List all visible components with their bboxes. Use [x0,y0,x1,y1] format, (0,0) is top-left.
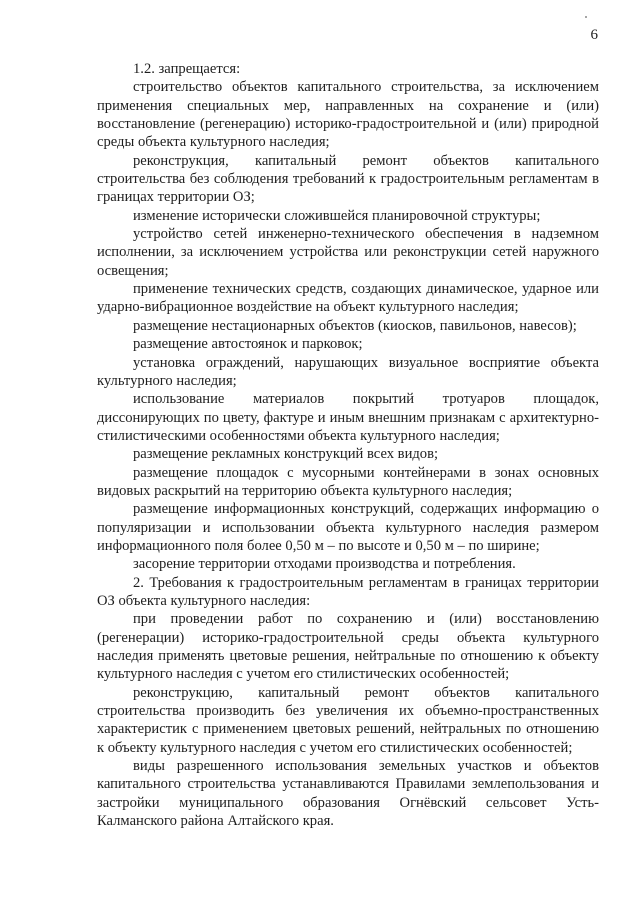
paragraph: устройство сетей инженерно-технического обеспечения в надземном исполнении, за исключением устройства или реконструкции сетей наружного освещения; [97,226,599,279]
paragraph: засорение территории отходами производства и потребления. [133,556,516,573]
paragraph: виды разрешенного использования земельных участков и объектов капитального строительства устанавливаются Правилами землепользования и застройки муниципального образования Огнёвский сельсовет Усть-Калманского района Алтайского края. [97,758,599,830]
page-number: 6 [590,27,598,43]
document-body [97,60,599,830]
paragraph: размещение рекламных конструкций всех видов; [133,446,439,463]
paragraph: 1.2. запрещается: [133,61,241,77]
paragraph: при проведении работ по сохранению и (или) восстановлению (регенерации) историко-градостроительной среды объекта культурного наследия применять цветовые решения, нейтральные по отношению к объекту культурного наследия с учетом его стилистических особенностей; [97,611,599,683]
paragraph: применение технических средств, создающих динамическое, ударное или ударно-вибрационное воздействие на объект культурного наследия; [97,281,599,316]
paragraph: реконструкция, капитальный ремонт объектов капитального строительства без соблюдения требований к градостроительным регламентам в границах территории ОЗ; [97,152,599,206]
paragraph: размещение нестационарных объектов (киосков, павильонов, навесов); [133,317,577,334]
scan-speck [585,16,587,18]
paragraph: 2. Требования к градостроительным регламентам в границах территории ОЗ объекта культурного наследия: [97,574,599,609]
paragraph: реконструкцию, капитальный ремонт объектов капитального строительства производить без увеличения их объемно-пространственных характеристик с применением цветовых решений, нейтральных по отношению к объекту культурного наследия с учетом его стилистических особенностей; [97,684,599,756]
paragraph: размещение информационных конструкций, содержащих информацию о популяризации и использовании объекта культурного наследия размером информационного поля более 0,50 м – по высоте и 0,50 м – по ширине; [97,501,599,554]
paragraph: изменение исторически сложившейся планировочной структуры; [133,207,541,224]
paragraph: использование материалов покрытий тротуаров площадок, диссонирующих по цвету, фактуре и иным внешним признакам с архитектурно-стилистическими особенностями объекта культурного наследия; [97,391,599,444]
paragraph: размещение автостоянок и парковок; [133,336,363,353]
paragraph: строительство объектов капитального строительства, за исключением применения специальных мер, направленных на сохранение и (или) восстановление (регенерацию) историко-градостроительной и (или) природной среды объекта культурного наследия; [97,79,599,151]
paragraph: размещение площадок с мусорными контейнерами в зонах основных видовых раскрытий на территорию объекта культурного наследия; [97,464,599,499]
paragraph: установка ограждений, нарушающих визуальное восприятие объекта культурного наследия; [97,354,599,389]
